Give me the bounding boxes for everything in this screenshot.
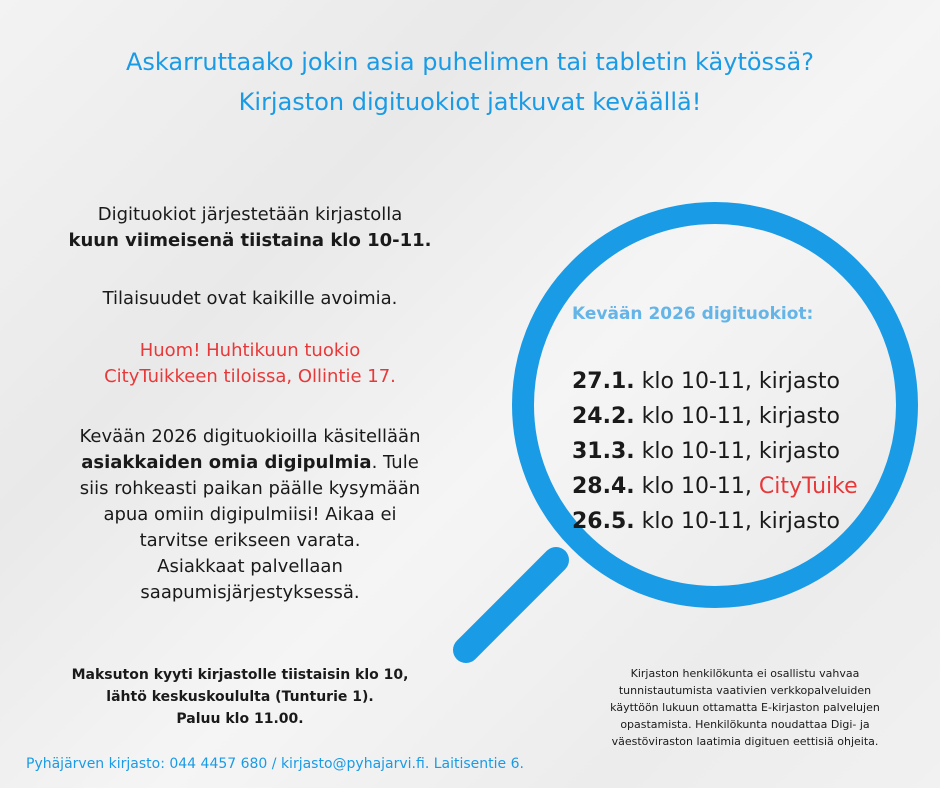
ride-line: Maksuton kyyti kirjastolle tiistaisin klo 10, bbox=[71, 667, 409, 683]
ride-line: lähtö keskuskoululta (Tunturie 1). bbox=[106, 689, 374, 705]
description-line: Asiakkaat palvellaan bbox=[157, 556, 343, 577]
schedule-date: 27.1. bbox=[572, 369, 635, 394]
library-contact-footer: Pyhäjärven kirjasto: 044 4457 680 / kirjasto@pyhajarvi.fi. Laitisentie 6. bbox=[26, 756, 524, 772]
page-title bbox=[0, 42, 940, 122]
description-line: Kevään 2026 digituokioilla käsitellään bbox=[79, 426, 421, 447]
schedule-place: kirjasto bbox=[758, 509, 840, 534]
schedule-time: klo 10-11, bbox=[641, 509, 752, 534]
schedule-date: 24.2. bbox=[572, 404, 635, 429]
schedule-date: 28.4. bbox=[572, 474, 635, 499]
disclaimer-line: väestöviraston laatimia digituen eettisiä ohjeita. bbox=[611, 735, 879, 748]
description-line: apua omiin digipulmiisi! Aikaa ei bbox=[103, 504, 397, 525]
notice-line: Huom! Huhtikuun tuokio bbox=[139, 340, 361, 361]
schedule-place: kirjasto bbox=[758, 404, 840, 429]
info-notice-text bbox=[40, 338, 460, 390]
title-line-1: Askarruttaako jokin asia puhelimen tai tabletin käytössä? bbox=[126, 48, 814, 76]
free-ride-info bbox=[30, 664, 450, 730]
schedule-date: 26.5. bbox=[572, 509, 635, 534]
schedule-date: 31.3. bbox=[572, 439, 635, 464]
info-open-text: Tilaisuudet ovat kaikille avoimia. bbox=[102, 288, 398, 309]
schedule-list bbox=[572, 364, 858, 539]
disclaimer-line: käyttöön lukuun ottamatta E-kirjaston palvelujen bbox=[610, 701, 880, 714]
info-line: Digituokiot järjestetään kirjastolla bbox=[97, 204, 403, 225]
schedule-row bbox=[572, 504, 858, 539]
disclaimer-line: tunnistautumista vaativien verkkopalveluiden bbox=[618, 684, 872, 697]
description-line: siis rohkeasti paikan päälle kysymään bbox=[79, 478, 421, 499]
schedule-time: klo 10-11, bbox=[641, 474, 752, 499]
description-line: . Tule bbox=[371, 452, 419, 473]
schedule-time: klo 10-11, bbox=[641, 404, 752, 429]
schedule-row bbox=[572, 434, 858, 469]
schedule-row bbox=[572, 469, 858, 504]
schedule-place: kirjasto bbox=[758, 439, 840, 464]
schedule-place-highlight: CityTuike bbox=[758, 474, 858, 499]
disclaimer-line: opastamista. Henkilökunta noudattaa Digi- ja bbox=[620, 718, 870, 731]
schedule-place: kirjasto bbox=[758, 369, 840, 394]
schedule-row bbox=[572, 399, 858, 434]
description-line: saapumisjärjestyksessä. bbox=[140, 582, 360, 603]
schedule-title: Kevään 2026 digituokiot: bbox=[572, 304, 814, 324]
disclaimer-line: Kirjaston henkilökunta ei osallistu vahvaa bbox=[630, 667, 860, 680]
schedule-row bbox=[572, 364, 858, 399]
description-line: tarvitse erikseen varata. bbox=[139, 530, 361, 551]
ride-line: Paluu klo 11.00. bbox=[176, 711, 304, 727]
notice-line: CityTuikkeen tiloissa, Ollintie 17. bbox=[104, 366, 396, 387]
disclaimer-text bbox=[570, 665, 920, 750]
schedule-time: klo 10-11, bbox=[641, 369, 752, 394]
info-schedule-text bbox=[40, 202, 460, 254]
info-description-text bbox=[40, 424, 460, 606]
info-line-bold: kuun viimeisenä tiistaina klo 10-11. bbox=[68, 230, 432, 251]
description-bold: asiakkaiden omia digipulmia bbox=[81, 452, 372, 473]
schedule-time: klo 10-11, bbox=[641, 439, 752, 464]
title-line-2: Kirjaston digituokiot jatkuvat keväällä! bbox=[238, 88, 702, 116]
